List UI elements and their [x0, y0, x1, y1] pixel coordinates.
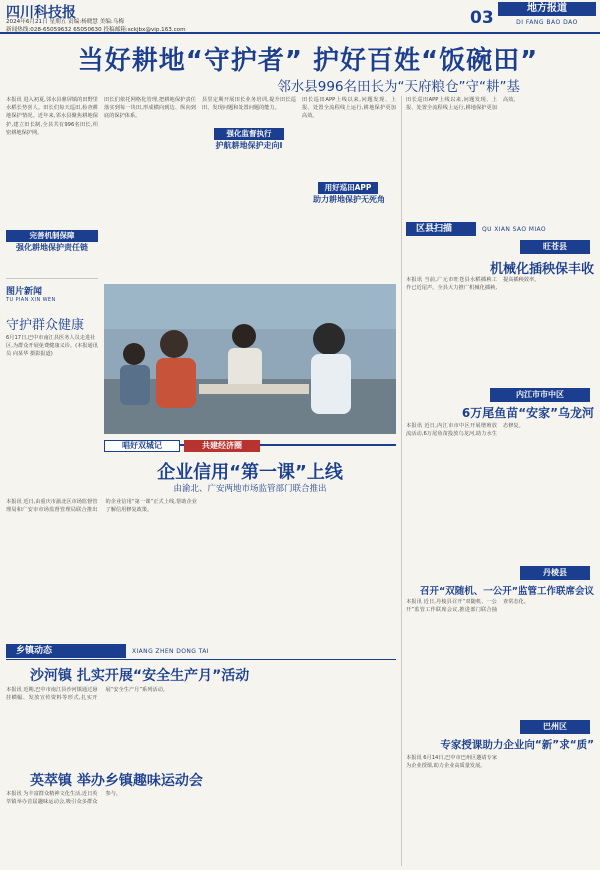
township-story2-title: 英萃镇 举办乡镇趣味运动会 [30, 773, 203, 789]
page-number: 03 [470, 8, 494, 28]
photo-news-caption: 6月17日,巴中市南江县医务人员走进社区,为群众开展免费健康义诊。(本报通讯员 向某华 摄影报道) [6, 335, 98, 357]
lead-col-4: 田长巡田APP上线以来,问题发现、上报、处置全流程线上运行,耕地保护更加高效。 [302, 97, 396, 120]
danling-area-tag: 丹棱县 [520, 566, 590, 580]
lead-subhead-1: 完善机制保障 [6, 230, 98, 242]
photo-news-label-py: TU PIAN XIN WEN [6, 297, 56, 303]
township-banner-pinyin: XIANG ZHEN DONG TAI [132, 648, 209, 655]
right-top-text: 田长巡田APP上线以来,问题发现、上报、处置全流程线上运行,耕地保护更加高效。 [406, 97, 519, 112]
wangcang-area-tag: 旺苍县 [520, 240, 590, 254]
lead-col-1: 本报讯 进入初夏,邻水县鼎屏镇的田野里水稻长势喜人。田长们每天巡田,检查耕地保护情况。近年来,邻水县聚焦耕地保护,建立田长制,全县共有996名田长,织密耕地保护网。 [6, 97, 98, 136]
neijiang-area-tag: 内江市市中区 [490, 388, 590, 402]
neijiang-title: 6万尾鱼苗“安家”乌龙河 [461, 406, 594, 420]
township-story2-body: 本报讯 为丰富群众精神文化生活,近日英萃镇举办首届趣味运动会,吸引众多群众参与。 [6, 791, 122, 806]
wangcang-body: 本报讯 当前,广元市旺苍县水稻插秧工作已近尾声。全县大力推广机械化插秧,提高插秧效率。 [406, 277, 540, 292]
photo-news-label [6, 284, 98, 310]
section-title: 地方报道 [498, 2, 596, 16]
township-rule [6, 659, 396, 660]
credit-headline: 企业信用“第一课”上线 [157, 462, 343, 483]
lead-subheadline: 邻水县996名田长为“天府粮仓”守“耕”基 [277, 79, 520, 95]
lead-subhead-3: 用好巡田APP [318, 182, 378, 194]
wangcang-title: 机械化插秧保丰收 [489, 262, 594, 277]
township-banner: 乡镇动态 [6, 644, 126, 658]
photo-health-clinic [104, 284, 396, 434]
township-story1-title: 沙河镇 扎实开展“安全生产月”活动 [30, 668, 250, 684]
photo-news-title: 守护群众健康 [6, 318, 85, 333]
credit-subheadline: 由渝北、广安两地市场监管部门联合推出 [173, 484, 327, 494]
danling-body: 本报讯 近日,丹棱县召开“双随机、一公开”监管工作联席会议,推进部门联合抽查常态化。 [406, 599, 529, 614]
date-line: 2024年6月21日 星期五 责编:杨晓慧 美编:乌梅 [6, 19, 124, 25]
neijiang-body: 本报讯 近日,内江市市中区开展增殖放流活动,6万尾鱼苗投放乌龙河,助力水生态修复。 [406, 423, 524, 438]
danling-title: 召开“双随机、一公开”监管工作联席会议 [420, 586, 594, 597]
credit-banner-right: 共建经济圈 [184, 440, 260, 452]
lead-subhead-2-title: 护航耕地保护走向I [215, 141, 283, 150]
credit-banner-left: 唱好双城记 [104, 440, 180, 452]
lead-col-3a: 县里定期开展田长业务培训,提升田长巡田、发现问题和处置问题的能力。 [202, 97, 296, 112]
lead-subhead-1-title: 强化耕地保护责任链 [16, 243, 88, 252]
lead-subhead-2: 强化监督执行 [214, 128, 284, 140]
newspaper-logo: 四川科技报 [6, 5, 76, 21]
photo-health-clinic-image [104, 284, 396, 434]
bazhou-body: 本报讯 6月14日,巴中市巴州区邀请专家为企业授课,助力企业高质量发展。 [406, 755, 498, 770]
township-story1-body: 本报讯 近期,巴中市南江县沙河镇通过悬挂横幅、发放宣传资料等形式,扎实开展“安全生产月”系列活动。 [6, 687, 168, 702]
lead-headline: 当好耕地“守护者” 护好百姓“饭碗田” [77, 46, 539, 76]
column-divider [401, 96, 402, 866]
masthead [0, 0, 600, 34]
lead-subhead-3-title: 助力耕地保护无死角 [313, 195, 385, 204]
quick-banner: 区县扫描 [406, 222, 476, 236]
section-pinyin: DI FANG BAO DAO [516, 19, 578, 26]
credit-body: 本报讯 近日,由重庆市渝北区市场监督管理局和广安市市场监督管理局联合推出的企业信用“第一课”正式上线,帮助企业了解信用修复政策。 [6, 499, 197, 514]
photo-rule [6, 278, 98, 279]
lead-col-2: 田长们依托网格化管理,把耕地保护责任落实到每一块田,形成横向到边、纵向到底的保护体系。 [104, 97, 196, 120]
photo-news-label-cn: 图片新闻 [6, 287, 43, 297]
bazhou-area-tag: 巴州区 [520, 720, 590, 734]
quick-banner-pinyin: QU XIAN SAO MIAO [482, 226, 547, 233]
contact-line: 新闻热线:028-65059632 65050630 投稿邮箱:sckjbx@vip.163.com [6, 27, 186, 33]
bazhou-title: 专家授课助力企业向“新”求“质” [440, 739, 594, 751]
